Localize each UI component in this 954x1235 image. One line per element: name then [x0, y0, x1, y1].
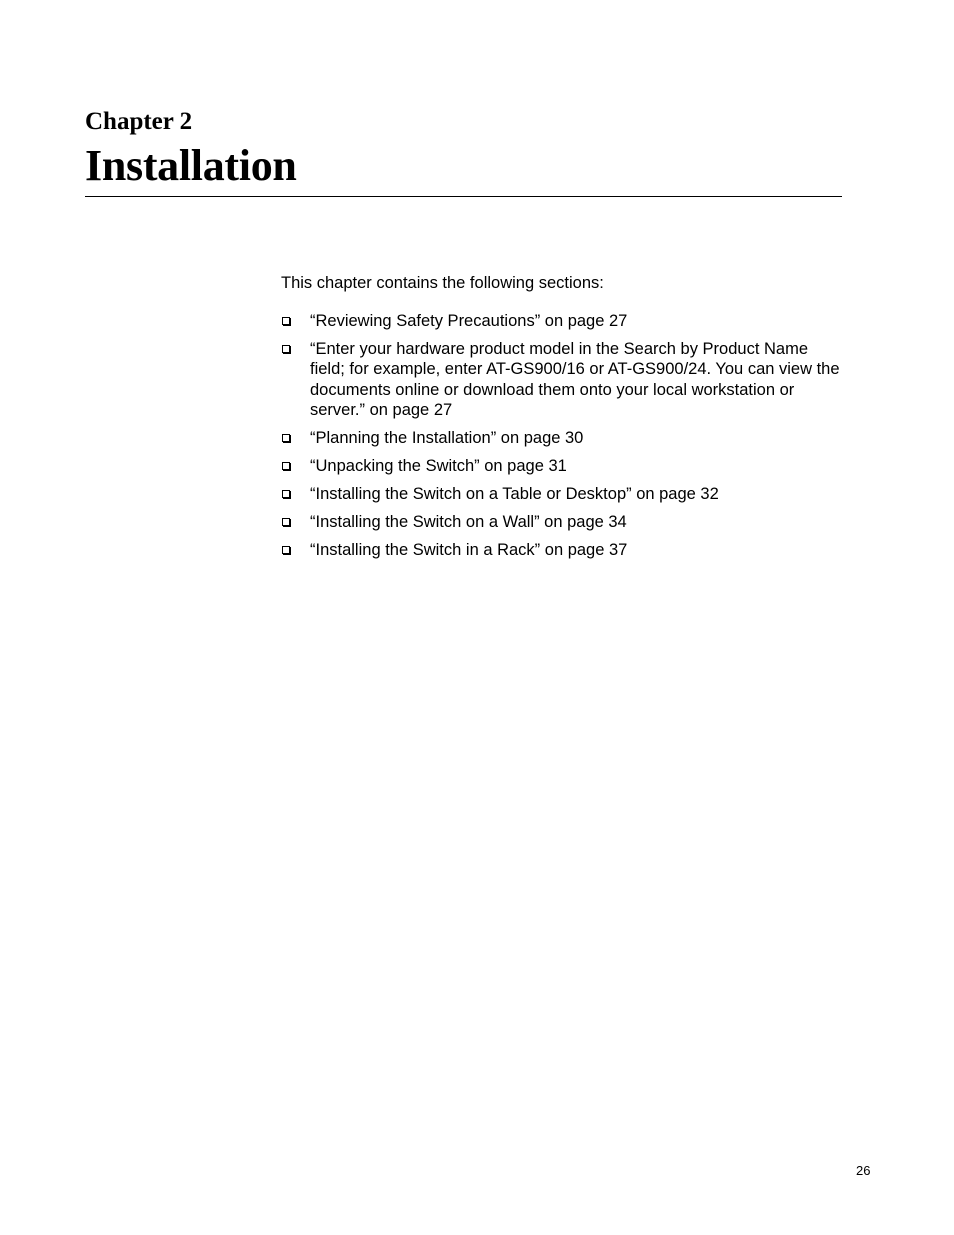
section-item [281, 428, 847, 449]
intro-text: This chapter contains the following sections: [281, 274, 604, 292]
section-link[interactable]: “Installing the Switch on a Table or Desktop” on page 32 [310, 485, 719, 503]
chapter-title: Installation [85, 141, 297, 190]
chapter-label: Chapter 2 [85, 108, 193, 135]
hollow-square-bullet-icon [281, 432, 293, 444]
section-item [281, 484, 847, 505]
section-item [281, 512, 847, 533]
section-link[interactable]: “Installing the Switch on a Wall” on page 34 [310, 513, 627, 531]
hollow-square-bullet-icon [281, 460, 293, 472]
section-list [281, 311, 847, 561]
section-link[interactable]: “Reviewing Safety Precautions” on page 27 [310, 311, 628, 330]
hollow-square-bullet-icon [281, 488, 293, 500]
section-item [281, 456, 847, 477]
section-link[interactable]: “Enter your hardware product model in the Search by Product Name field; for example, enter AT-GS900/16 or AT-GS900/24. You can view the documents online or download them onto your local workstation or server.” on page 27 [310, 339, 840, 419]
section-item [281, 540, 847, 561]
section-item [281, 311, 847, 332]
section-link[interactable]: “Installing the Switch in a Rack” on page 37 [310, 541, 628, 559]
section-link[interactable]: “Unpacking the Switch” on page 31 [310, 457, 567, 475]
chapter-contents [281, 273, 847, 568]
title-rule [85, 196, 842, 197]
hollow-square-bullet-icon [281, 315, 293, 327]
hollow-square-bullet-icon [281, 516, 293, 528]
section-item [281, 339, 847, 421]
hollow-square-bullet-icon [281, 343, 293, 355]
hollow-square-bullet-icon [281, 544, 293, 556]
page-number: 26 [856, 1163, 871, 1178]
section-link[interactable]: “Planning the Installation” on page 30 [310, 429, 584, 447]
